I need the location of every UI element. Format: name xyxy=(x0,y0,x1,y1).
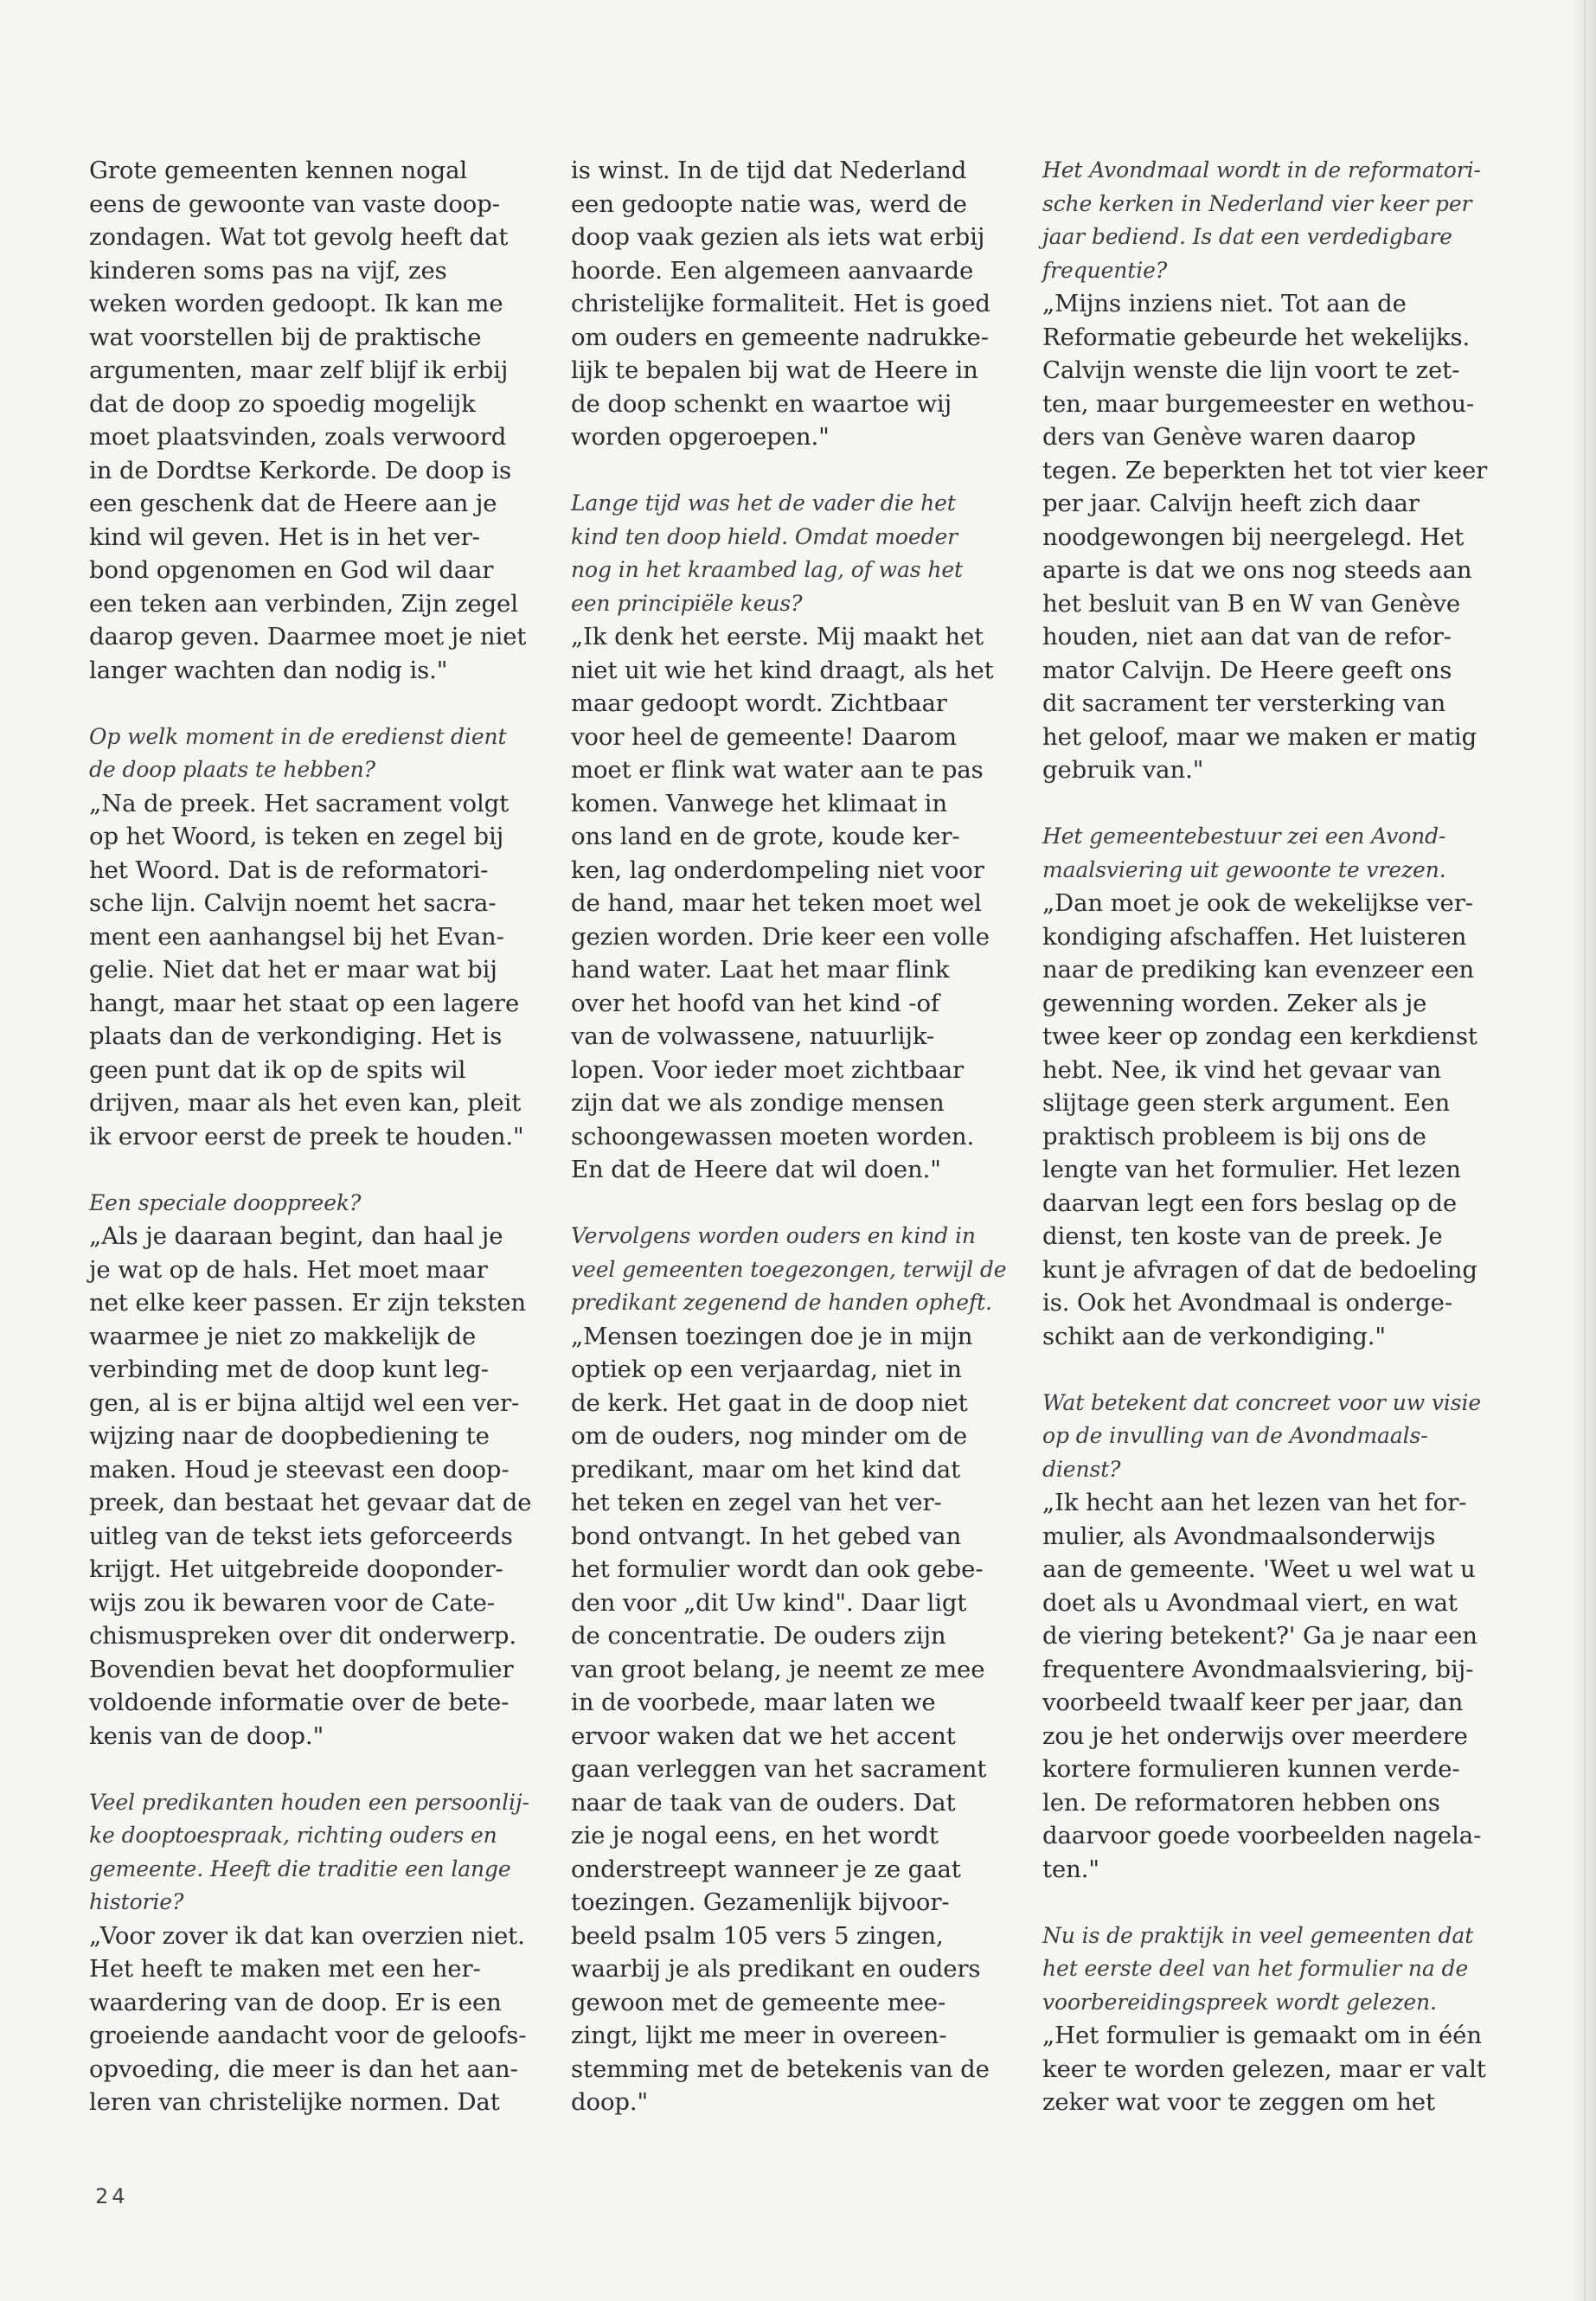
answer-line: ment een aanhangsel bij het Evan- xyxy=(89,922,504,951)
answer-line: uitleg van de tekst iets geforceerds xyxy=(89,1522,513,1550)
answer-line: worden opgeroepen." xyxy=(571,423,830,451)
answer-line: gebruik van." xyxy=(1042,756,1204,784)
answer-line: het Woord. Dat is de reformatori- xyxy=(89,856,489,884)
question-line: kind ten doop hield. Omdat moeder xyxy=(571,523,958,549)
answer-line: om ouders en gemeente nadrukke- xyxy=(571,323,989,351)
answer-line: gewenning worden. Zeker als je xyxy=(1042,989,1427,1017)
answer-line: kinderen soms pas na vijf, zes xyxy=(89,256,447,285)
answer-line: hangt, maar het staat op een lagere xyxy=(89,989,520,1017)
answer-line: net elke keer passen. Er zijn teksten xyxy=(89,1289,526,1317)
question-line: veel gemeenten toegezongen, terwijl de xyxy=(571,1256,1007,1282)
answer-line: krijgt. Het uitgebreide dooponder- xyxy=(89,1555,503,1583)
answer-line: niet uit wie het kind draagt, als het xyxy=(571,656,994,684)
answer-line: ten." xyxy=(1042,1855,1099,1883)
question-line: maalsviering uit gewoonte te vrezen. xyxy=(1042,856,1446,882)
answer-line: kind wil geven. Het is in het ver- xyxy=(89,522,480,551)
answer-line: plaats dan de verkondiging. Het is xyxy=(89,1022,503,1050)
answer-line: wat voorstellen bij de praktische xyxy=(89,323,482,351)
answer-line: lengte van het formulier. Het lezen xyxy=(1042,1156,1461,1183)
answer-line: om de ouders, nog minder om de xyxy=(571,1422,968,1450)
answer-line: per jaar. Calvijn heeft zich daar xyxy=(1042,490,1420,517)
answer-line: weken worden gedoopt. Ik kan me xyxy=(89,290,503,317)
answer-line: twee keer op zondag een kerkdienst xyxy=(1042,1022,1477,1050)
answer-line: chismuspreken over dit onderwerp. xyxy=(89,1622,517,1650)
answer-line: „Mijns inziens niet. Tot aan de xyxy=(1042,290,1407,317)
answer-line: van de volwassene, natuurlijk- xyxy=(571,1022,935,1050)
answer-line: En dat de Heere dat wil doen." xyxy=(571,1156,941,1183)
answer-line: de kerk. Het gaat in de doop niet xyxy=(571,1388,968,1417)
question-line: de doop plaats te hebben? xyxy=(89,757,375,782)
question-line: jaar bediend. Is dat een verdedigbare xyxy=(1042,224,1452,249)
answer-line: zondagen. Wat tot gevolg heeft dat xyxy=(89,223,509,251)
answer-line: ken, lag onderdompeling niet voor xyxy=(571,856,984,884)
question-line: gemeente. Heeft die traditie een lange xyxy=(89,1856,511,1881)
answer-line: keer te worden gelezen, maar er valt xyxy=(1042,2054,1486,2083)
answer-line: de hand, maar het teken moet wel xyxy=(571,889,982,917)
question-line: sche kerken in Nederland vier keer per xyxy=(1042,190,1472,216)
question-line: Op welk moment in de eredienst dient xyxy=(89,723,507,749)
answer-line: voorbeeld twaalf keer per jaar, dan xyxy=(1042,1689,1464,1716)
answer-line: ders van Genève waren daarop xyxy=(1042,423,1416,451)
answer-line: argumenten, maar zelf blijf ik erbij xyxy=(89,356,509,384)
answer-line: mator Calvijn. De Heere geeft ons xyxy=(1042,656,1452,684)
answer-line: daarop geven. Daarmee moet je niet xyxy=(89,623,527,651)
answer-line: Grote gemeenten kennen nogal xyxy=(89,157,468,184)
answer-line: doop vaak gezien als iets wat erbij xyxy=(571,223,985,251)
answer-line: Bovendien bevat het doopformulier xyxy=(89,1655,514,1683)
answer-line: gewoon met de gemeente mee- xyxy=(571,1988,946,2016)
answer-line: wijzing naar de doopbediening te xyxy=(89,1422,490,1450)
question-line: historie? xyxy=(89,1889,184,1914)
answer-line: het besluit van B en W van Genève xyxy=(1042,589,1461,618)
answer-line: gen, al is er bijna altijd wel een ver- xyxy=(89,1388,520,1417)
answer-line: „Na de preek. Het sacrament volgt xyxy=(89,789,510,817)
answer-line: het formulier wordt dan ook gebe- xyxy=(571,1555,984,1583)
answer-line: aan de gemeente. 'Weet u wel wat u xyxy=(1042,1555,1476,1583)
answer-line: een geschenk dat de Heere aan je xyxy=(89,490,497,517)
answer-line: zeker wat voor te zeggen om het xyxy=(1042,2088,1435,2116)
answer-line: hoorde. Een algemeen aanvaarde xyxy=(571,256,974,285)
question-line: nog in het kraambed lag, of was het xyxy=(571,557,963,582)
answer-line: bond ontvangt. In het gebed van xyxy=(571,1522,962,1550)
answer-line: maar gedoopt wordt. Zichtbaar xyxy=(571,689,947,717)
question-line: het eerste deel van het formulier na de xyxy=(1042,1956,1469,1981)
question-line: ke dooptoespraak, richting ouders en xyxy=(89,1823,497,1848)
answer-line: geen punt dat ik op de spits wil xyxy=(89,1055,466,1084)
answer-line: houden, niet aan dat van de refor- xyxy=(1042,623,1452,651)
answer-line: gelie. Niet dat het er maar wat bij xyxy=(89,956,497,984)
answer-line: christelijke formaliteit. Het is goed xyxy=(571,290,990,317)
answer-line: praktisch probleem is bij ons de xyxy=(1042,1122,1426,1150)
answer-line: schoongewassen moeten worden. xyxy=(571,1122,975,1150)
question-line: Wat betekent dat concreet voor uw visie xyxy=(1042,1389,1482,1415)
text-column-1 xyxy=(89,154,539,2119)
answer-line: naar de prediking kan evenzeer een xyxy=(1042,956,1475,984)
paragraph-gap xyxy=(1042,787,1484,821)
answer-line: kunt je afvragen of dat de bedoeling xyxy=(1042,1255,1477,1284)
answer-line: een gedoopte natie was, werd de xyxy=(571,189,967,218)
answer-line: doop." xyxy=(571,2088,649,2116)
answer-line: „Mensen toezingen doe je in mijn xyxy=(571,1322,973,1350)
answer-line: schikt aan de verkondiging." xyxy=(1042,1322,1386,1350)
answer-line: zijn dat we als zondige mensen xyxy=(571,1089,945,1117)
answer-line: aparte is dat we ons nog steeds aan xyxy=(1042,556,1472,584)
paragraph-gap xyxy=(1042,1886,1484,1920)
answer-line: sche lijn. Calvijn noemt het sacra- xyxy=(89,889,497,917)
question-line: op de invulling van de Avondmaals- xyxy=(1042,1423,1428,1448)
answer-line: Reformatie gebeurde het wekelijks. xyxy=(1042,323,1471,351)
answer-line: in de Dordtse Kerkorde. De doop is xyxy=(89,456,511,484)
question-line: Vervolgens worden ouders en kind in xyxy=(571,1223,976,1248)
paragraph-gap xyxy=(89,687,539,721)
answer-line: moet er flink wat water aan te pas xyxy=(571,756,984,784)
answer-line: mulier, als Avondmaalsonderwijs xyxy=(1042,1522,1436,1550)
answer-line: wijs zou ik bewaren voor de Cate- xyxy=(89,1588,496,1617)
answer-line: voor heel de gemeente! Daarom xyxy=(571,722,958,751)
page-edge-line xyxy=(1584,0,1586,2301)
answer-line: het geloof, maar we maken er matig xyxy=(1042,722,1477,751)
paragraph-gap xyxy=(571,1187,1021,1221)
answer-line: eens de gewoonte van vaste doop- xyxy=(89,189,500,218)
question-line: Lange tijd was het de vader die het xyxy=(571,490,956,516)
answer-line: optiek op een verjaardag, niet in xyxy=(571,1356,962,1383)
answer-line: kortere formulieren kunnen verde- xyxy=(1042,1755,1460,1783)
answer-line: tegen. Ze beperkten het tot vier keer xyxy=(1042,456,1488,484)
answer-line: groeiende aandacht voor de geloofs- xyxy=(89,2022,527,2049)
answer-line: dat de doop zo spoedig mogelijk xyxy=(89,389,476,418)
paragraph-gap xyxy=(89,1153,539,1187)
answer-line: zie je nogal eens, en het wordt xyxy=(571,1822,939,1849)
answer-line: de concentratie. De ouders zijn xyxy=(571,1622,946,1650)
answer-line: ervoor waken dat we het accent xyxy=(571,1721,956,1750)
answer-line: slijtage geen sterk argument. Een xyxy=(1042,1089,1451,1117)
answer-line: drijven, maar als het even kan, pleit xyxy=(89,1089,522,1117)
question-line: Nu is de praktijk in veel gemeenten dat xyxy=(1042,1922,1474,1948)
answer-line: „Als je daaraan begint, dan haal je xyxy=(89,1222,503,1250)
answer-line: hand water. Laat het maar flink xyxy=(571,956,950,984)
answer-line: langer wachten dan nodig is." xyxy=(89,656,448,684)
page-edge-shadow xyxy=(1570,0,1596,2301)
answer-line: toezingen. Gezamenlijk bijvoor- xyxy=(571,1888,950,1916)
answer-line: „Ik denk het eerste. Mij maakt het xyxy=(571,623,984,651)
answer-line: doet als u Avondmaal viert, en wat xyxy=(1042,1588,1458,1617)
answer-line: „Dan moet je ook de wekelijkse ver- xyxy=(1042,889,1473,917)
answer-line: kenis van de doop." xyxy=(89,1721,324,1750)
answer-line: frequentere Avondmaalsviering, bij- xyxy=(1042,1655,1474,1683)
answer-line: predikant, maar om het kind dat xyxy=(571,1455,961,1484)
answer-line: je wat op de hals. Het moet maar xyxy=(89,1255,488,1284)
answer-line: ik ervoor eerst de preek te houden." xyxy=(89,1122,524,1150)
answer-line: kondiging afschaffen. Het luisteren xyxy=(1042,922,1467,951)
answer-line: maken. Houd je steevast een doop- xyxy=(89,1455,510,1484)
answer-line: over het hoofd van het kind -of xyxy=(571,989,939,1017)
question-line: Het gemeentebestuur zei een Avond- xyxy=(1042,824,1446,849)
paragraph-gap xyxy=(89,1753,539,1786)
page-number: 24 xyxy=(95,2184,129,2208)
answer-line: op het Woord, is teken en zegel bij xyxy=(89,823,504,850)
answer-line: in de voorbede, maar laten we xyxy=(571,1689,936,1716)
answer-line: den voor „dit Uw kind". Daar ligt xyxy=(571,1588,967,1617)
answer-line: noodgewongen bij neergelegd. Het xyxy=(1042,522,1465,551)
question-line: predikant zegenend de handen opheft. xyxy=(571,1290,992,1315)
answer-line: verbinding met de doop kunt leg- xyxy=(89,1356,489,1383)
answer-line: ons land en de grote, koude ker- xyxy=(571,823,960,850)
answer-line: waarbij je als predikant en ouders xyxy=(571,1955,981,1983)
answer-line: waardering van de doop. Er is een xyxy=(89,1988,502,2016)
paragraph-gap xyxy=(1042,1353,1484,1387)
answer-line: zingt, lijkt me meer in overeen- xyxy=(571,2022,947,2049)
answer-line: is. Ook het Avondmaal is onderge- xyxy=(1042,1289,1453,1317)
paragraph-gap xyxy=(571,454,1021,488)
question-line: Een speciale dooppreek? xyxy=(89,1189,362,1215)
answer-line: preek, dan bestaat het gevaar dat de xyxy=(89,1489,532,1516)
answer-line: hebt. Nee, ik vind het gevaar van xyxy=(1042,1055,1442,1084)
text-column-3 xyxy=(1042,154,1488,2119)
answer-line: „Ik hecht aan het lezen van het for- xyxy=(1042,1489,1467,1516)
answer-line: de viering betekent?' Ga je naar een xyxy=(1042,1622,1477,1650)
answer-line: van groot belang, je neemt ze mee xyxy=(571,1655,985,1683)
question-line: frequentie? xyxy=(1042,257,1168,283)
question-line: voorbereidingspreek wordt gelezen. xyxy=(1042,1989,1437,2015)
answer-line: beeld psalm 105 vers 5 zingen, xyxy=(571,1921,944,1950)
answer-line: waarmee je niet zo makkelijk de xyxy=(89,1322,477,1350)
answer-line: stemming met de betekenis van de xyxy=(571,2054,990,2083)
answer-line: Calvijn wenste die lijn voort te zet- xyxy=(1042,356,1460,384)
answer-line: opvoeding, die meer is dan het aan- xyxy=(89,2054,518,2083)
answer-line: leren van christelijke normen. Dat xyxy=(89,2088,500,2116)
answer-line: moet plaatsvinden, zoals verwoord xyxy=(89,423,507,451)
question-line: Het Avondmaal wordt in de reformatori- xyxy=(1042,157,1481,183)
answer-line: daarvoor goede voorbeelden nagela- xyxy=(1042,1822,1482,1849)
answer-line: de doop schenkt en waartoe wij xyxy=(571,389,952,418)
answer-line: zou je het onderwijs over meerdere xyxy=(1042,1721,1468,1750)
answer-line: ten, maar burgemeester en wethou- xyxy=(1042,389,1475,418)
question-line: dienst? xyxy=(1042,1456,1121,1482)
answer-line: voldoende informatie over de bete- xyxy=(89,1689,510,1716)
answer-line: bond opgenomen en God wil daar xyxy=(89,556,494,584)
answer-line: een teken aan verbinden, Zijn zegel xyxy=(89,589,518,618)
answer-line: „Het formulier is gemaakt om in één xyxy=(1042,2022,1482,2049)
answer-line: Het heeft te maken met een her- xyxy=(89,1955,481,1983)
text-column-2 xyxy=(571,154,1021,2119)
answer-line: is winst. In de tijd dat Nederland xyxy=(571,157,967,184)
answer-line: „Voor zover ik dat kan overzien niet. xyxy=(89,1921,525,1950)
answer-line: len. De reformatoren hebben ons xyxy=(1042,1788,1440,1817)
question-line: Veel predikanten houden een persoonlij- xyxy=(89,1789,529,1815)
answer-line: naar de taak van de ouders. Dat xyxy=(571,1788,956,1817)
answer-line: dienst, ten koste van de preek. Je xyxy=(1042,1222,1443,1250)
answer-line: het teken en zegel van het ver- xyxy=(571,1489,942,1516)
answer-line: daarvan legt een fors beslag op de xyxy=(1042,1189,1458,1217)
answer-line: onderstreept wanneer je ze gaat xyxy=(571,1855,961,1883)
answer-line: lopen. Voor ieder moet zichtbaar xyxy=(571,1055,965,1084)
answer-line: lijk te bepalen bij wat de Heere in xyxy=(571,356,978,384)
answer-line: dit sacrament ter versterking van xyxy=(1042,689,1446,717)
answer-line: gaan verleggen van het sacrament xyxy=(571,1755,987,1783)
answer-line: komen. Vanwege het klimaat in xyxy=(571,789,947,817)
question-line: een principiële keus? xyxy=(571,590,803,616)
answer-line: gezien worden. Drie keer een volle xyxy=(571,922,990,951)
